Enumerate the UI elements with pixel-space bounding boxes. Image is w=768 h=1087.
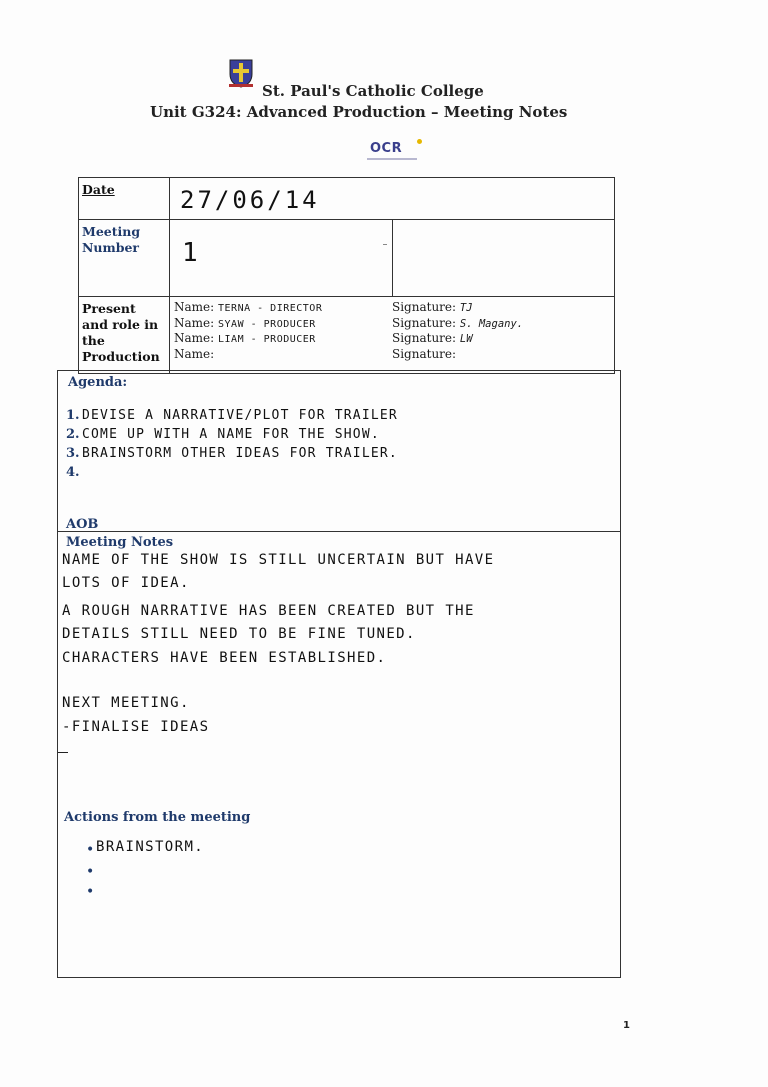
present-label: Present and role in the Production — [79, 297, 170, 374]
name-label: Name: — [174, 300, 215, 314]
agenda-item-number: 2. — [66, 427, 80, 442]
agenda-item — [66, 446, 398, 464]
ocr-logo: OCR — [370, 141, 403, 156]
meeting-blank-cell — [392, 220, 615, 297]
attendee-signature: S. Magany. — [459, 317, 524, 330]
note-line: -FINALISE IDEAS — [62, 719, 210, 735]
agenda-item — [66, 465, 82, 483]
page-number: 1 — [623, 1020, 630, 1031]
actions-heading: Actions from the meeting — [64, 810, 251, 825]
meeting-number-cell — [170, 220, 393, 297]
name-label: Name: — [174, 331, 215, 345]
aob-heading: AOB — [66, 517, 99, 532]
name-label: Name: — [174, 346, 215, 361]
attendee-name: LIAM - PRODUCER — [218, 334, 316, 345]
action-item: BRAINSTORM. — [96, 839, 205, 855]
meeting-number-value: 1 — [182, 238, 198, 268]
meeting-info-table — [78, 177, 615, 374]
agenda-item — [66, 408, 398, 426]
attendee-row — [174, 347, 610, 363]
college-crest-icon — [228, 58, 254, 88]
note-line: A ROUGH NARRATIVE HAS BEEN CREATED BUT THE — [62, 603, 475, 619]
ocr-logo-dot — [417, 139, 422, 144]
action-bullet: • — [86, 864, 95, 880]
aob-divider — [57, 531, 621, 532]
agenda-item — [66, 427, 380, 445]
document-title: Unit G324: Advanced Production – Meeting Notes — [150, 103, 568, 121]
signature-label: Signature: — [392, 300, 457, 314]
note-line: LOTS OF IDEA. — [62, 575, 190, 591]
note-line: CHARACTERS HAVE BEEN ESTABLISHED. — [62, 650, 387, 666]
agenda-item-number: 3. — [66, 446, 80, 461]
attendee-name: TERNA - DIRECTOR — [218, 303, 323, 314]
note-line: NAME OF THE SHOW IS STILL UNCERTAIN BUT HAVE — [62, 552, 495, 568]
name-label: Name: — [174, 315, 215, 330]
action-bullet: • — [86, 842, 95, 858]
attendee-signature: TJ — [459, 302, 473, 314]
note-line: NEXT MEETING. — [62, 695, 190, 711]
agenda-item-text: BRAINSTORM OTHER IDEAS FOR TRAILER. — [82, 446, 398, 461]
meeting-notes-heading: Meeting Notes — [66, 535, 174, 550]
attendee-row — [174, 300, 610, 316]
school-name: St. Paul's Catholic College — [262, 82, 484, 100]
note-line: DETAILS STILL NEED TO BE FINE TUNED. — [62, 626, 416, 642]
date-label: Date — [79, 178, 170, 220]
present-cell — [170, 297, 615, 374]
attendee-list — [170, 297, 614, 365]
attendee-signature: LW — [459, 333, 473, 345]
stray-mark — [383, 244, 387, 245]
agenda-item-number: 1. — [66, 408, 80, 423]
agenda-item-text: COME UP WITH A NAME FOR THE SHOW. — [82, 427, 380, 442]
agenda-item-number: 4. — [66, 465, 80, 480]
pen-mark — [58, 752, 68, 753]
attendee-row — [174, 331, 610, 347]
ocr-logo-tagline — [367, 158, 417, 160]
attendee-name: SYAW - PRODUCER — [218, 318, 316, 330]
signature-label: Signature: — [392, 315, 457, 330]
attendee-row — [174, 316, 610, 332]
action-bullet: • — [86, 884, 95, 900]
agenda-item-text: DEVISE A NARRATIVE/PLOT FOR TRAILER — [82, 408, 398, 423]
meeting-number-label: Meeting Number — [79, 220, 170, 297]
signature-label: Signature: — [392, 331, 457, 345]
date-value: 27/06/14 — [180, 186, 320, 214]
agenda-heading: Agenda: — [68, 375, 128, 390]
date-cell — [170, 178, 615, 220]
signature-label: Signature: — [392, 346, 457, 361]
